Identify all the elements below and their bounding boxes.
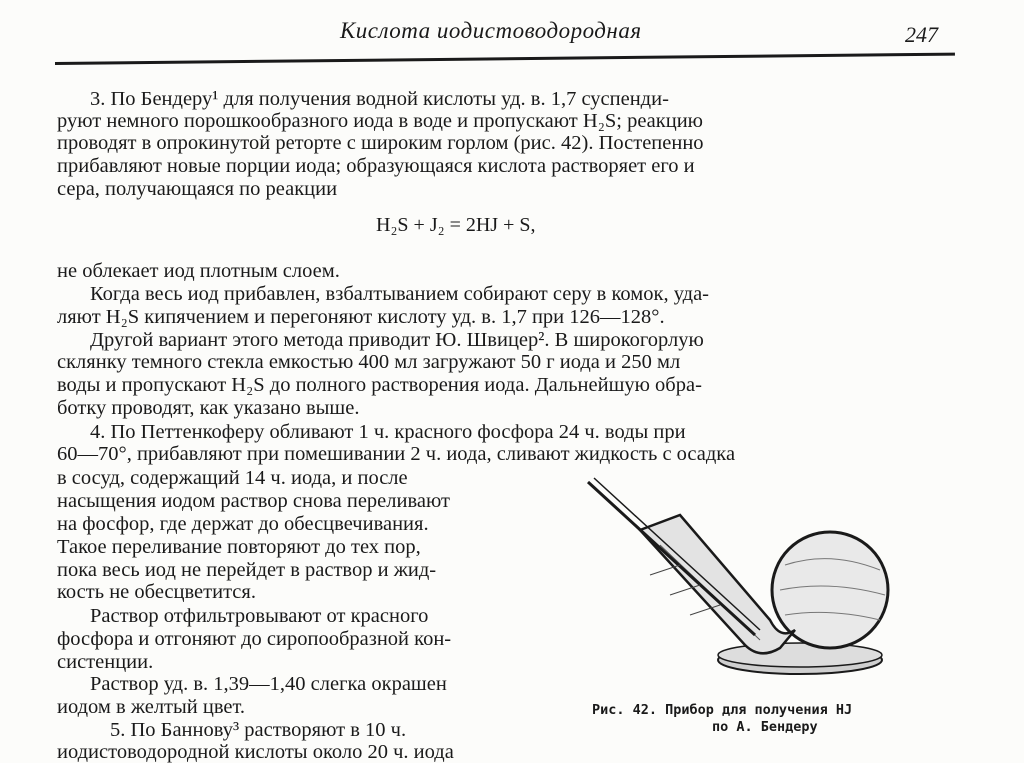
text-line: Когда весь иод прибавлен, взбалтыванием собирают серу в комок, уда- bbox=[90, 283, 710, 305]
text-line: Раствор отфильтровывают от красного bbox=[90, 605, 429, 627]
text-line: на фосфор, где держат до обесцвечивания. bbox=[57, 513, 429, 535]
text-line: прибавляют новые порции иода; образующаяся кислота растворяет его и bbox=[57, 155, 695, 177]
figure-caption-line-1: Рис. 42. Прибор для получения HJ bbox=[592, 702, 853, 718]
text-line: руют немного порошкообразного иода в воде и пропускают H₂S; реакцию bbox=[57, 110, 703, 132]
text-line: Другой вариант этого метода приводит Ю. Швицер². В широкогорлую bbox=[90, 329, 704, 351]
text-line: фосфора и отгоняют до сиропообразной кон- bbox=[57, 628, 452, 650]
text-line: иодистоводородной кислоты около 20 ч. иода bbox=[57, 741, 454, 763]
text-line: 5. По Баннову³ растворяют в 10 ч. bbox=[110, 719, 407, 741]
text-line: иодом в желтый цвет. bbox=[57, 696, 246, 718]
figure-caption-line-2: по А. Бендеру bbox=[712, 719, 818, 735]
text-line: ляют H₂S кипячением и перегоняют кислоту уд. в. 1,7 при 126—128°. bbox=[57, 306, 665, 328]
text-line: насыщения иодом раствор снова переливают bbox=[57, 490, 450, 512]
figure-caption bbox=[592, 702, 852, 736]
running-header-title: Кислота иодистоводородная bbox=[340, 18, 642, 43]
text-line: ботку проводят, как указано выше. bbox=[57, 397, 360, 419]
header-rule bbox=[55, 53, 955, 65]
text-line: Раствор уд. в. 1,39—1,40 слегка окрашен bbox=[90, 673, 447, 695]
text-line: 4. По Петтенкоферу обливают 1 ч. красного фосфора 24 ч. воды при bbox=[90, 421, 686, 443]
text-line: 3. По Бендеру¹ для получения водной кислоты уд. в. 1,7 суспенди- bbox=[90, 88, 669, 110]
text-line: склянку темного стекла емкостью 400 мл загружают 50 г иода и 250 мл bbox=[57, 351, 681, 373]
page-number: 247 bbox=[905, 22, 938, 47]
reaction-formula: H₂S + J₂ = 2HJ + S, bbox=[376, 214, 536, 236]
text-line: воды и пропускают H₂S до полного растворения иода. Дальнейшую обра- bbox=[57, 374, 702, 396]
text-line: кость не обесцветится. bbox=[57, 581, 256, 603]
text-line: Такое переливание повторяют до тех пор, bbox=[57, 536, 421, 558]
text-line: в сосуд, содержащий 14 ч. иода, и после bbox=[57, 467, 408, 489]
text-line: систенции. bbox=[57, 651, 154, 673]
text-line: пока весь иод не перейдет в раствор и жид- bbox=[57, 559, 437, 581]
text-line: не облекает иод плотным слоем. bbox=[57, 260, 340, 282]
text-line: сера, получающаяся по реакции bbox=[57, 178, 338, 200]
retort-apparatus-figure bbox=[580, 470, 960, 690]
text-line: 60—70°, прибавляют при помешивании 2 ч. иода, сливают жидкость с осадка bbox=[57, 443, 736, 465]
text-line: проводят в опрокинутой реторте с широким горлом (рис. 42). Постепенно bbox=[57, 132, 704, 154]
